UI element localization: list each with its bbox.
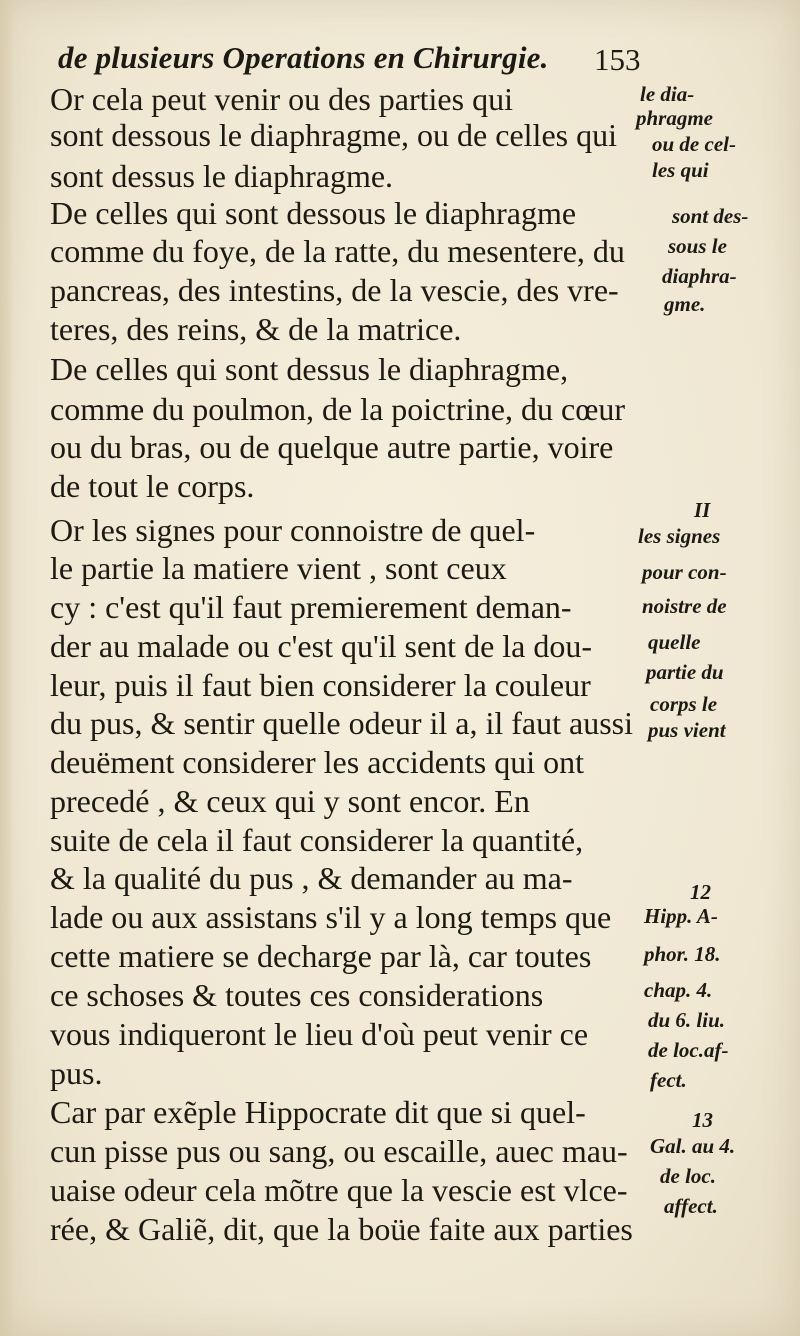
body-line: precedé , & ceux qui y sont encor. En [50, 783, 530, 819]
margin-note-number: 12 [690, 880, 711, 904]
margin-note: partie du [646, 660, 724, 684]
page-gutter-shadow [0, 0, 14, 1336]
body-line: comme du poulmon, de la poictrine, du cœur [50, 391, 625, 427]
margin-note: corps le [650, 692, 718, 716]
body-line: comme du foye, de la ratte, du mesentere, du [50, 233, 625, 269]
body-line: sont dessus le diaphragme. [50, 158, 394, 194]
margin-note: ou de cel- [652, 132, 736, 156]
margin-note: le dia- [640, 82, 695, 106]
margin-note: phor. 18. [644, 942, 721, 966]
body-line: teres, des reins, & de la matrice. [50, 311, 462, 347]
body-line: cun pisse pus ou sang, ou escaille, auec mau- [50, 1133, 628, 1169]
margin-note: Gal. au 4. [650, 1134, 736, 1158]
body-line: ce schoses & toutes ces considerations [50, 977, 544, 1013]
running-title: de plusieurs Operations en Chirurgie. [58, 40, 549, 75]
body-line: rée, & Galiẽ, dit, que la boüe faite aux parties [50, 1211, 633, 1247]
margin-note: de loc. [660, 1164, 716, 1188]
margin-note: les qui [652, 158, 709, 182]
body-line: De celles qui sont dessous le diaphragme [50, 195, 577, 231]
margin-note: affect. [664, 1194, 718, 1218]
body-line: leur, puis il faut bien considerer la couleur [50, 667, 591, 703]
body-line: vous indiqueront le lieu d'où peut venir ce [50, 1016, 589, 1052]
margin-note: gme. [664, 292, 706, 316]
body-line: cy : c'est qu'il faut premierement deman- [50, 589, 572, 625]
body-line: Or cela peut venir ou des parties qui [50, 81, 513, 117]
margin-note: fect. [650, 1068, 687, 1092]
margin-note: sont des- [672, 204, 749, 228]
body-line: der au malade ou c'est qu'il sent de la dou- [50, 628, 593, 664]
page-number: 153 [594, 42, 641, 77]
margin-note: Hipp. A- [644, 904, 718, 928]
body-line: Or les signes pour connoistre de quel- [50, 512, 536, 548]
margin-note: sous le [668, 234, 727, 258]
body-line: cette matiere se decharge par là, car toutes [50, 938, 592, 974]
body-line: le partie la matiere vient , sont ceux [50, 550, 507, 586]
margin-note: pour con- [642, 560, 727, 584]
body-line: pus. [50, 1055, 103, 1091]
margin-note: du 6. liu. [648, 1008, 726, 1032]
body-line: ou du bras, ou de quelque autre partie, voire [50, 429, 614, 465]
body-line: & la qualité du pus , & demander au ma- [50, 860, 573, 896]
margin-note-number: II [694, 498, 711, 522]
margin-note: les signes [638, 524, 721, 548]
body-line: Car par exẽple Hippocrate dit que si quel- [50, 1094, 586, 1130]
margin-note: quelle [648, 630, 701, 654]
margin-note: de loc.af- [648, 1038, 729, 1062]
body-line: lade ou aux assistans s'il y a long temps que [50, 899, 612, 935]
margin-note: phragme [636, 106, 714, 130]
body-line: du pus, & sentir quelle odeur il a, il faut aussi [50, 705, 633, 741]
margin-note: chap. 4. [644, 978, 713, 1002]
body-line: De celles qui sont dessus le diaphragme, [50, 351, 569, 387]
margin-note-number: 13 [692, 1108, 713, 1132]
body-line: pancreas, des intestins, de la vescie, des vre- [50, 272, 619, 308]
body-line: sont dessous le diaphragme, ou de celles qui [50, 117, 617, 153]
body-line: uaise odeur cela mõtre que la vescie est vlce- [50, 1172, 628, 1208]
body-line: deuëment considerer les accidents qui ont [50, 744, 585, 780]
margin-note: diaphra- [662, 264, 737, 288]
body-line: de tout le corps. [50, 468, 255, 504]
body-line: suite de cela il faut considerer la quantité, [50, 822, 584, 858]
margin-note: noistre de [642, 594, 727, 618]
margin-note: pus vient [648, 718, 726, 742]
